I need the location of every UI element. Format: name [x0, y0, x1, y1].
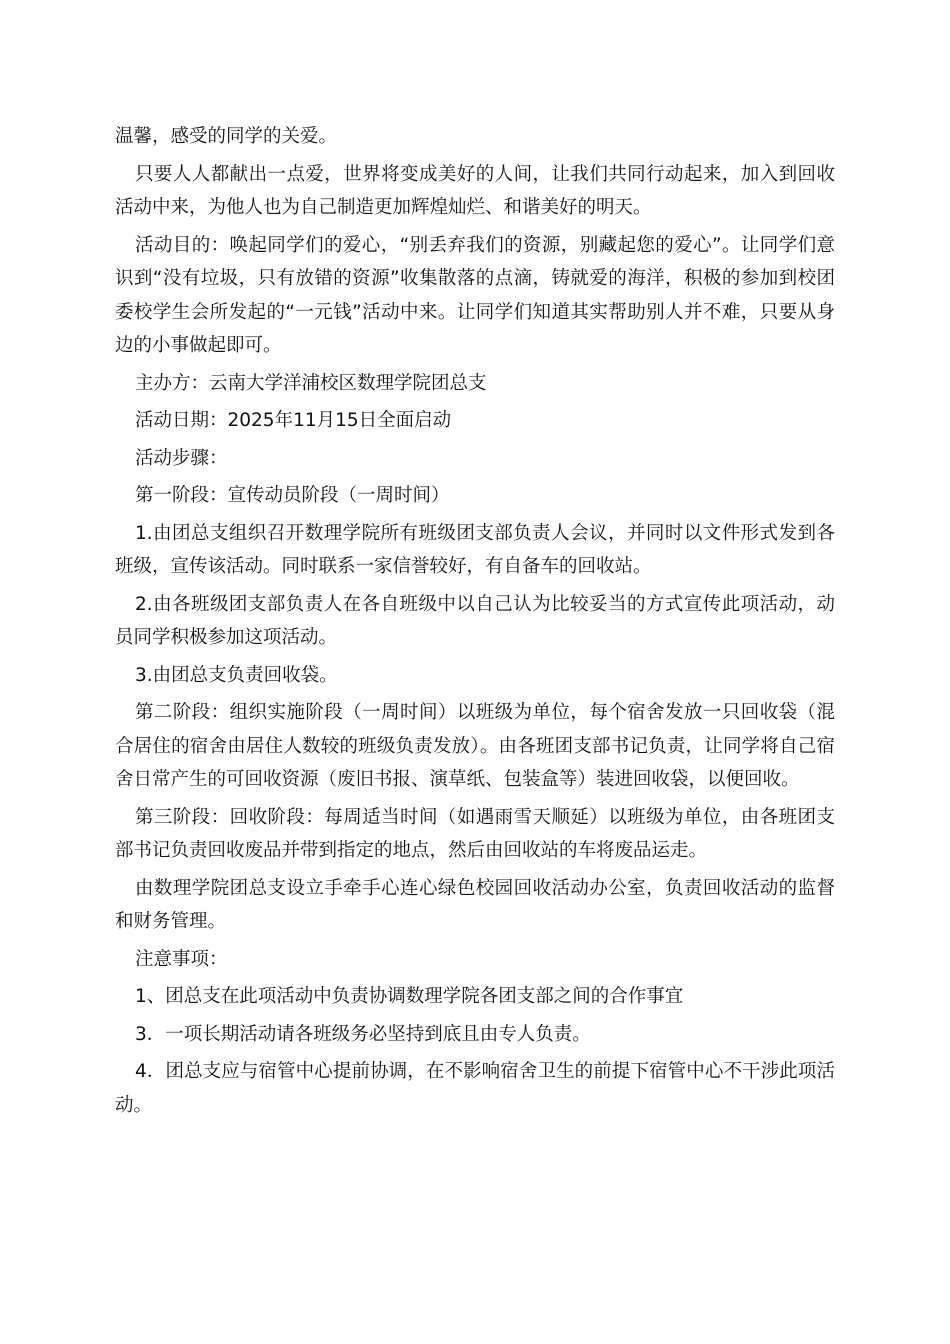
document-body — [115, 120, 835, 1126]
paragraph-organizer: 主办方：云南大学洋浦校区数理学院团总支 — [135, 372, 487, 394]
paragraph-1: 温馨，感受的同学的关爱。 — [115, 126, 338, 147]
paragraph-purpose: 活动目的：唤起同学们的爱心，“别丢弃我们的资源，别藏起您的爱心”。让同学们意识到“没有垃圾，只有放错的资源”收集散落的点滴，铸就爱的海洋，积极的参加到校团委校学生会所发起的“一元钱”活动中来。让同学们知道其实帮助别人并不难，只要从身边的小事做起即可。 — [115, 234, 835, 356]
paragraph-office: 由数理学院团总支设立手牵手心连心绿色校园回收活动办公室，负责回收活动的监督和财务管理。 — [115, 877, 835, 932]
paragraph-2: 只要人人都献出一点爱，世界将变成美好的人间，让我们共同行动起来，加入到回收活动中来，为他人也为自己制造更加辉煌灿烂、和谐美好的明天。 — [115, 163, 835, 218]
paragraph-stage-1: 第一阶段：宣传动员阶段（一周时间） — [135, 485, 450, 506]
paragraph-notes-heading: 注意事项： — [135, 948, 228, 970]
paragraph-steps-heading: 活动步骤： — [135, 447, 228, 469]
paragraph-stage-2: 第二阶段：组织实施阶段（一周时间）以班级为单位，每个宿舍发放一只回收袋（混合居住的宿舍由居住人数较的班级负责发放）。由各班团支部书记负责，让同学将自己宿舍日常产生的可回收资源（废旧书报、演草纸、包装盒等）装进回收袋，以便回收。 — [115, 702, 835, 790]
paragraph-note-1: 1、团总支在此项活动中负责协调数理学院各团支部之间的合作事宜 — [135, 986, 684, 1007]
paragraph-step-3: 3.由团总支负责回收袋。 — [135, 664, 338, 686]
paragraph-stage-3: 第三阶段：回收阶段：每周适当时间（如遇雨雪天顺延）以班级为单位，由各班团支部书记负责回收废品并带到指定的地点，然后由回收站的车将废品运走。 — [115, 806, 835, 861]
paragraph-date: 活动日期：2025年11月15日全面启动 — [135, 410, 452, 431]
paragraph-step-1: 1.由团总支组织召开数理学院所有班级团支部负责人会议，并同时以文件形式发到各班级，宣传该活动。同时联系一家信誉较好，有自备车的回收站。 — [115, 522, 835, 577]
paragraph-step-2: 2.由各班级团支部负责人在各自班级中以自己认为比较妥当的方式宣传此项活动，动员同学积极参加这项活动。 — [115, 593, 835, 648]
paragraph-note-4: 4．团总支应与宿管中心提前协调，在不影响宿舍卫生的前提下宿管中心不干涉此项活动。 — [115, 1061, 835, 1116]
paragraph-note-3: 3．一项长期活动请各班级务必坚持到底且由专人负责。 — [135, 1023, 591, 1045]
